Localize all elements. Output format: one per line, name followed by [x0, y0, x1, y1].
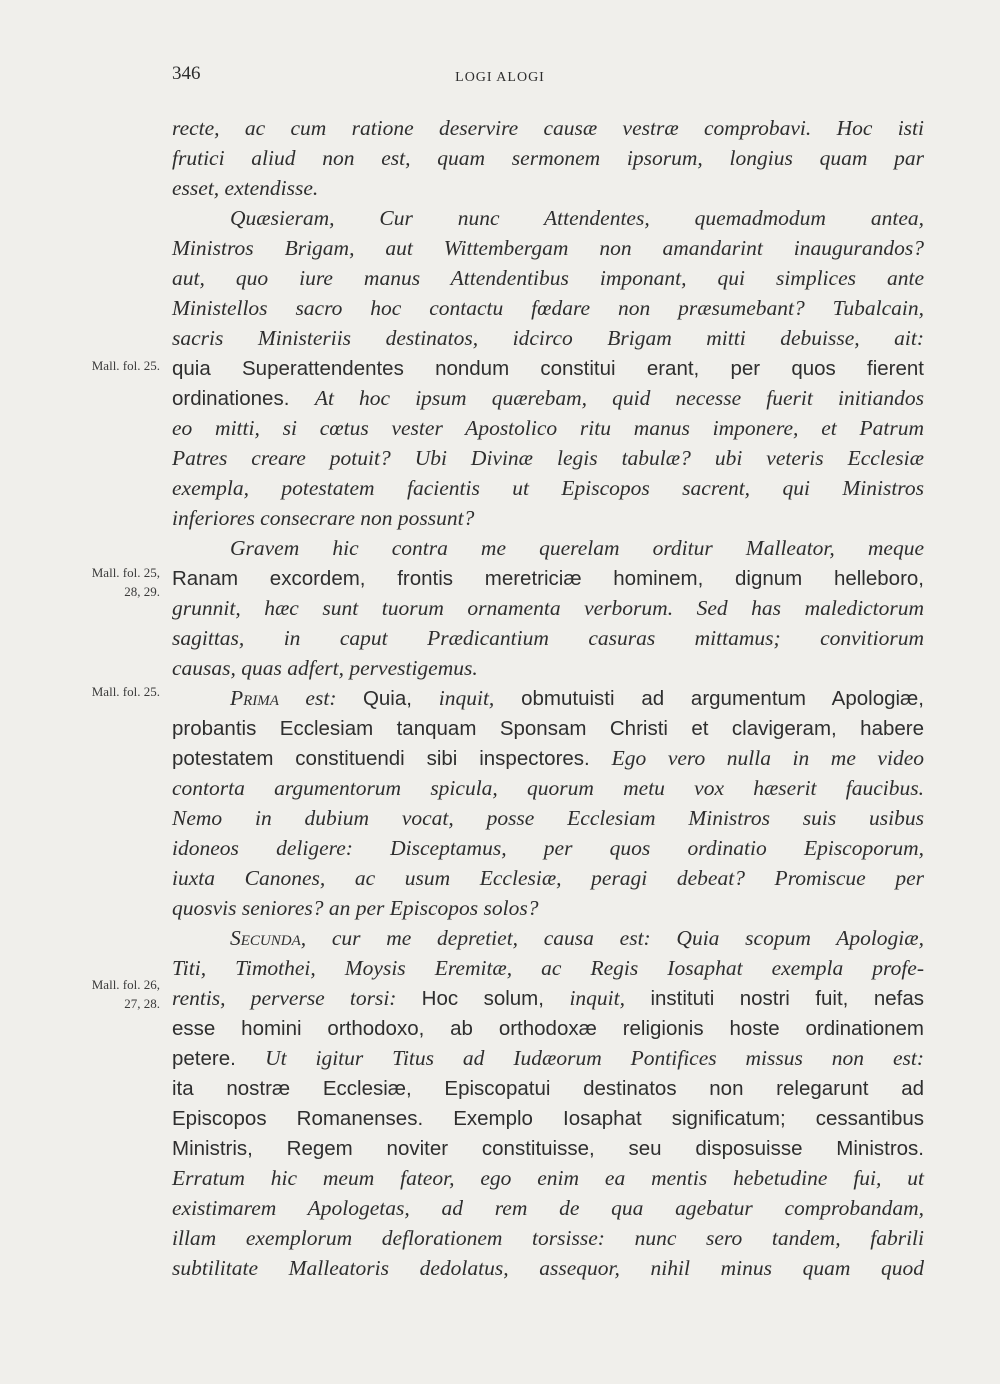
text-line — [172, 653, 924, 683]
text-segment: grunnit, hæc sunt tuorum ornamenta verborum. Sed has maledictorum — [172, 596, 924, 620]
text-line — [172, 593, 924, 623]
text-segment: exempla, potestatem facientis ut Episcopos sacrent, qui Ministros — [172, 476, 924, 500]
text-line — [172, 503, 924, 533]
text-line — [172, 113, 924, 143]
text-segment: frutici aliud non est, quam sermonem ipsorum, longius quam par — [172, 146, 924, 170]
text-line — [172, 833, 924, 863]
text-line — [172, 1163, 924, 1193]
text-segment: quosvis seniores? an per Episcopos solos? — [172, 896, 539, 920]
margin-note-line: 28, 29. — [124, 584, 160, 599]
text-segment: sagittas, in caput Prædicantium casuras mittamus; convitiorum — [172, 626, 924, 650]
text-segment: Secunda, — [230, 926, 307, 950]
text-line — [172, 323, 924, 353]
text-segment: Episcopos Romanenses. Exemplo Iosaphat significatum; cessantibus — [172, 1107, 924, 1130]
text-segment: Hoc solum, — [421, 987, 570, 1010]
text-line — [172, 983, 924, 1013]
text-line — [172, 713, 924, 743]
text-segment: probantis Ecclesiam tanquam Sponsam Christi et clavigeram, habere — [172, 717, 924, 740]
text-line — [172, 953, 924, 983]
text-line — [172, 293, 924, 323]
text-line — [172, 1103, 924, 1133]
text-segment: inquit, — [569, 986, 625, 1010]
text-segment: est: — [278, 686, 363, 710]
text-segment: Ranam excordem, frontis meretriciæ hominem, dignum helleboro, — [172, 567, 924, 590]
text-segment: eo mitti, si cœtus vester Apostolico ritu manus imponere, et Patrum — [172, 416, 924, 440]
text-segment: esset, extendisse. — [172, 176, 319, 200]
text-segment: iuxta Canones, ac usum Ecclesiæ, peragi debeat? Promiscue per — [172, 866, 924, 890]
text-segment: Quia, — [362, 687, 439, 710]
text-segment: aut, quo iure manus Attendentibus imponant, qui simplices ante — [172, 266, 924, 290]
text-segment: recte, ac cum ratione deservire causæ vestræ comprobavi. Hoc isti — [172, 116, 924, 140]
text-segment: Gravem hic contra me querelam orditur Malleator, meque — [230, 536, 924, 560]
text-line — [172, 683, 924, 713]
text-segment: At hoc ipsum quærebam, quid necesse fuerit initiandos — [314, 386, 924, 410]
margin-note-line: Mall. fol. 25, — [91, 565, 160, 580]
text-segment: contorta argumentorum spicula, quorum metu vox hæserit faucibus. — [172, 776, 924, 800]
text-line — [172, 743, 924, 773]
text-line — [172, 623, 924, 653]
text-segment: existimarem Apologetas, ad rem de qua agebatur comprobandam, — [172, 1196, 924, 1220]
margin-note-line: Mall. fol. 26, — [91, 977, 160, 992]
text-line — [172, 893, 924, 923]
text-segment: Patres creare potuit? Ubi Divinæ legis tabulæ? ubi veteris Ecclesiæ — [172, 446, 924, 470]
text-line — [172, 1043, 924, 1073]
margin-note-line: Mall. fol. 25. — [91, 684, 160, 699]
text-segment: Ministellos sacro hoc contactu fœdare non præsumebant? Tubalcain, — [172, 296, 924, 320]
text-line — [172, 863, 924, 893]
text-line — [172, 1223, 924, 1253]
text-line — [172, 413, 924, 443]
text-line — [172, 803, 924, 833]
text-line — [172, 1193, 924, 1223]
text-segment: petere. — [172, 1047, 266, 1070]
margin-note-line: 27, 28. — [124, 996, 160, 1011]
text-segment: ordinationes. — [172, 387, 315, 410]
text-line — [172, 383, 924, 413]
text-line — [172, 263, 924, 293]
text-line — [172, 923, 924, 953]
text-segment: Ego vero nulla in me video — [611, 746, 924, 770]
text-segment: Ministris, Regem noviter constituisse, seu disposuisse Ministros. — [172, 1137, 924, 1160]
running-head: LOGI ALOGI — [455, 70, 545, 85]
text-line — [172, 533, 924, 563]
text-segment: causas, quas adfert, pervestigemus. — [172, 656, 478, 680]
text-segment: rentis, perverse torsi: — [172, 986, 422, 1010]
text-segment: potestatem constituendi sibi inspectores. — [172, 747, 612, 770]
margin-note — [0, 356, 160, 375]
text-segment: quia Superattendentes nondum constitui erant, per quos fierent — [172, 357, 924, 380]
text-segment: Prima — [230, 686, 279, 710]
text-line — [172, 563, 924, 593]
text-segment: sacris Ministeriis destinatos, idcirco Brigam mitti debuisse, ait: — [172, 326, 924, 350]
text-segment: obmutuisti ad argumentum Apologiæ, — [494, 687, 924, 710]
text-segment: idoneos deligere: Disceptamus, per quos ordinatio Episcoporum, — [172, 836, 924, 860]
text-line — [172, 1013, 924, 1043]
text-line — [172, 233, 924, 263]
text-segment: inferiores consecrare non possunt? — [172, 506, 475, 530]
text-segment: cur me depretiet, causa est: Quia scopum Apologiæ, — [306, 926, 924, 950]
text-line — [172, 203, 924, 233]
text-segment: Nemo in dubium vocat, posse Ecclesiam Ministros suis usibus — [172, 806, 924, 830]
text-segment: esse homini orthodoxo, ab orthodoxæ religionis hoste ordinationem — [172, 1017, 924, 1040]
text-segment: ita nostræ Ecclesiæ, Episcopatui destinatos non relegarunt ad — [172, 1077, 924, 1100]
text-line — [172, 173, 924, 203]
page-number: 346 — [172, 63, 201, 84]
text-segment: Titi, Timothei, Moysis Eremitæ, ac Regis Iosaphat exempla profe- — [172, 956, 924, 980]
margin-note — [0, 682, 160, 701]
text-line — [172, 1073, 924, 1103]
text-segment: Erratum hic meum fateor, ego enim ea mentis hebetudine fui, ut — [172, 1166, 924, 1190]
text-segment: subtilitate Malleatoris dedolatus, assequor, nihil minus quam quod — [172, 1256, 924, 1280]
text-line — [172, 473, 924, 503]
text-segment: illam exemplorum deflorationem torsisse: nunc sero tandem, fabrili — [172, 1226, 924, 1250]
body-text — [172, 113, 924, 1283]
text-line — [172, 443, 924, 473]
text-segment: Ministros Brigam, aut Wittembergam non amandarint inaugurandos? — [172, 236, 924, 260]
text-line — [172, 773, 924, 803]
text-segment: instituti nostri fuit, nefas — [624, 987, 925, 1010]
margin-note — [0, 563, 160, 601]
text-line — [172, 1253, 924, 1283]
margin-note — [0, 975, 160, 1013]
text-segment: Ut igitur Titus ad Iudæorum Pontifices missus non est: — [265, 1046, 924, 1070]
text-segment: inquit, — [438, 686, 495, 710]
text-line — [172, 1133, 924, 1163]
text-line — [172, 143, 924, 173]
text-segment: Quæsieram, Cur nunc Attendentes, quemadmodum antea, — [230, 206, 924, 230]
margin-note-line: Mall. fol. 25. — [91, 358, 160, 373]
text-line — [172, 353, 924, 383]
